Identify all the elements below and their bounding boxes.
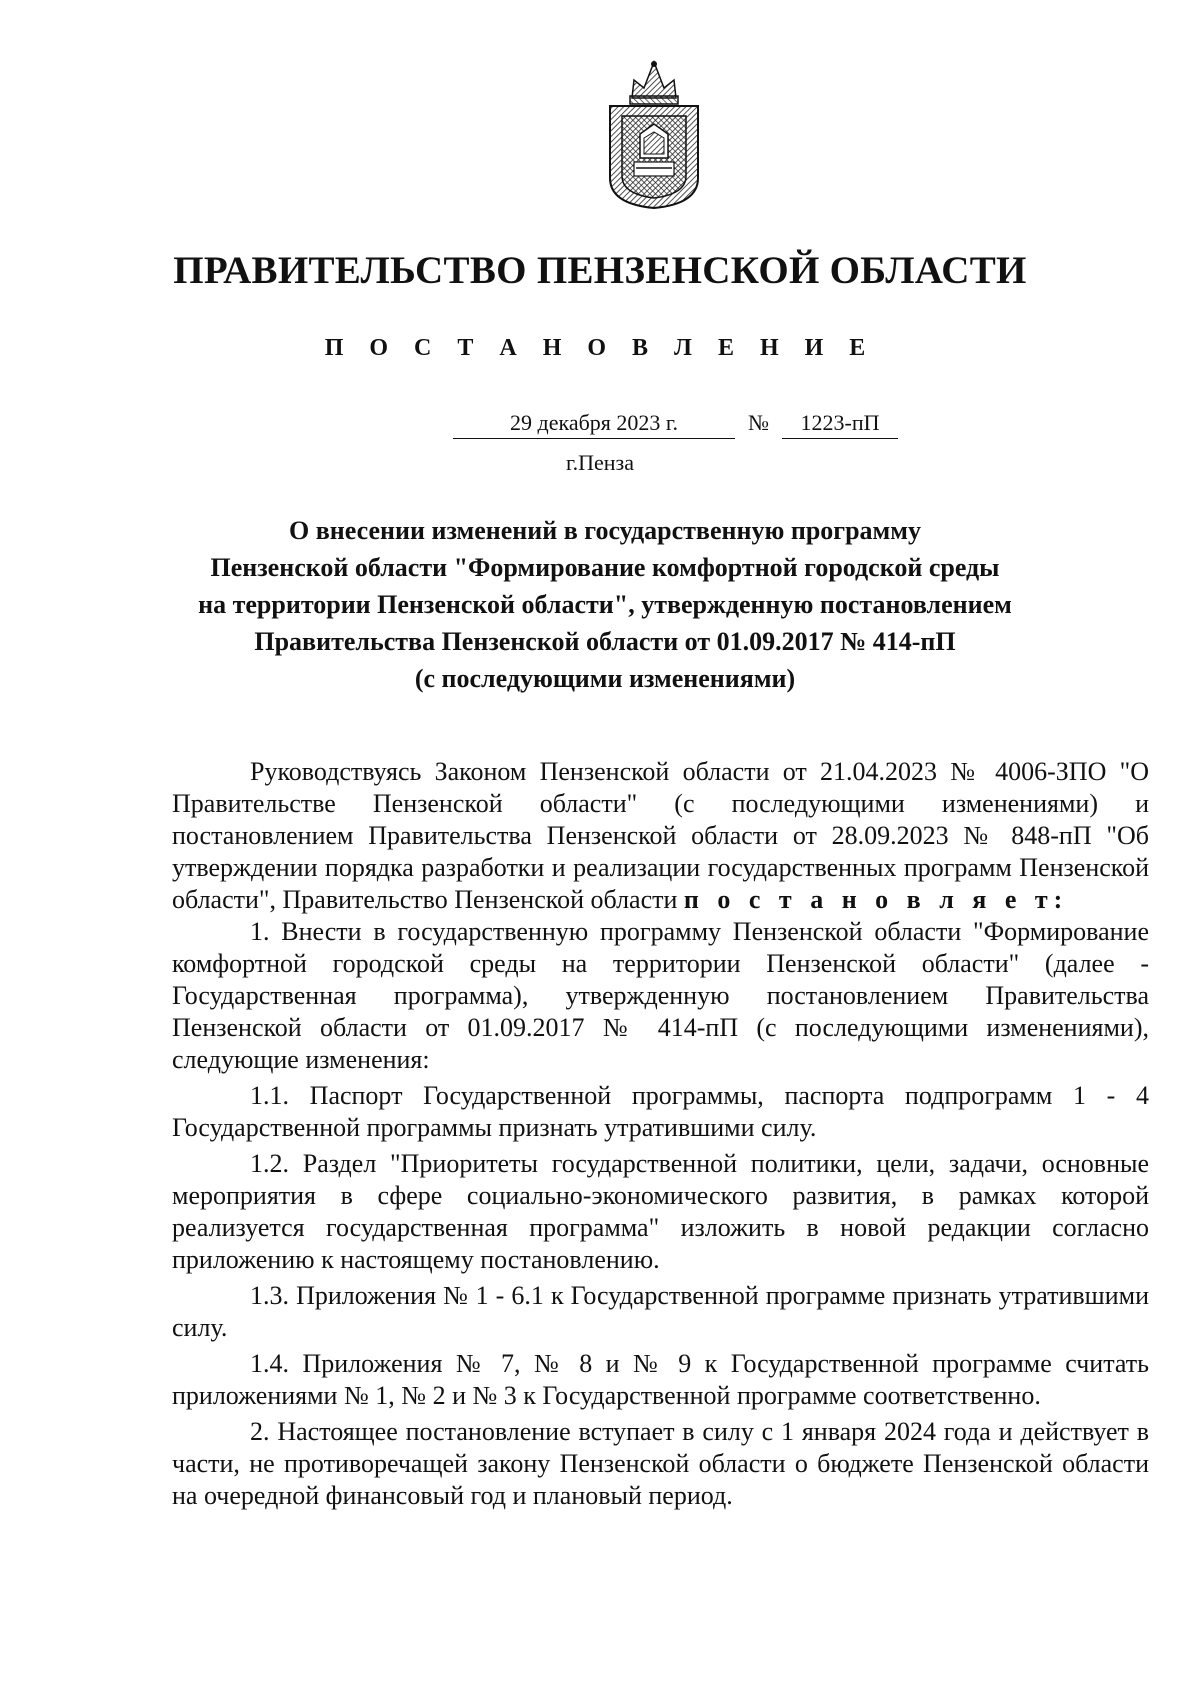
subject-line: О внесении изменений в государственную программу — [289, 516, 921, 545]
item-paragraph: 2. Настоящее постановление вступает в силу с 1 января 2024 года и действует в части, не противоречащей закону Пензенской области о бюджете Пензенской области на очередной финансовый год и плановый период. — [172, 1417, 1149, 1510]
document-number: 1223-пП — [782, 408, 898, 439]
item-paragraph: 1.3. Приложения № 1 - 6.1 к Государственной программе признать утратившими силу. — [172, 1281, 1149, 1342]
item-paragraph: 1.4. Приложения № 7, № 8 и № 9 к Государственной программе считать приложениями № 1, № 2 и № 3 к Государственной программе соответственно. — [172, 1349, 1149, 1410]
subject-line: Правительства Пензенской области от 01.09.2017 № 414-пП — [254, 627, 956, 656]
item-paragraph: 1.1. Паспорт Государственной программы, паспорта подпрограмм 1 - 4 Государственной программы признать утратившими силу. — [172, 1081, 1149, 1142]
document-subject — [150, 512, 1060, 697]
document-city: г.Пенза — [566, 450, 634, 475]
item-paragraph: 1.2. Раздел "Приоритеты государственной политики, цели, задачи, основные мероприятия в сфере социально-экономического развития, в рамках которой реализуется государственная программа" изложить в новой редакции согласно приложению к настоящему постановлению. — [172, 1149, 1149, 1274]
item-paragraph: 1. Внести в государственную программу Пензенской области "Формирование комфортной городской среды на территории Пензенской области" (далее - Государственная программа), утвержденную постановлением Правительства Пензенской области от 01.09.2017 № 414-пП (с последующими изменениями), следующие изменения: — [172, 917, 1149, 1074]
coat-of-arms-emblem — [604, 58, 704, 210]
document-body — [172, 756, 1149, 1516]
preamble-paragraph — [172, 756, 1149, 916]
document-type: П О С Т А Н О В Л Е Н И Е — [324, 335, 876, 361]
organization-title: ПРАВИТЕЛЬСТВО ПЕНЗЕНСКОЙ ОБЛАСТИ — [173, 249, 1027, 292]
subject-line: (с последующими изменениями) — [414, 664, 796, 693]
resolves-word: п о с т а н о в л я е т: — [683, 885, 1069, 914]
number-sign: № — [748, 410, 769, 435]
document-date: 29 декабря 2023 г. — [453, 408, 735, 439]
subject-line: на территории Пензенской области", утвержденную постановлением — [198, 590, 1012, 619]
preamble-text: Руководствуясь Законом Пензенской области от 21.04.2023 № 4006-ЗПО "О Правительстве Пензенской области" (с последующими изменениями) и постановлением Правительства Пензенской области от 28.09.2023 № 848-пП "Об утверждении порядка разработки и реализации государственных программ Пензенской области", Правительство Пензенской области — [172, 757, 1149, 914]
subject-line: Пензенской области "Формирование комфортной городской среды — [210, 553, 1000, 582]
